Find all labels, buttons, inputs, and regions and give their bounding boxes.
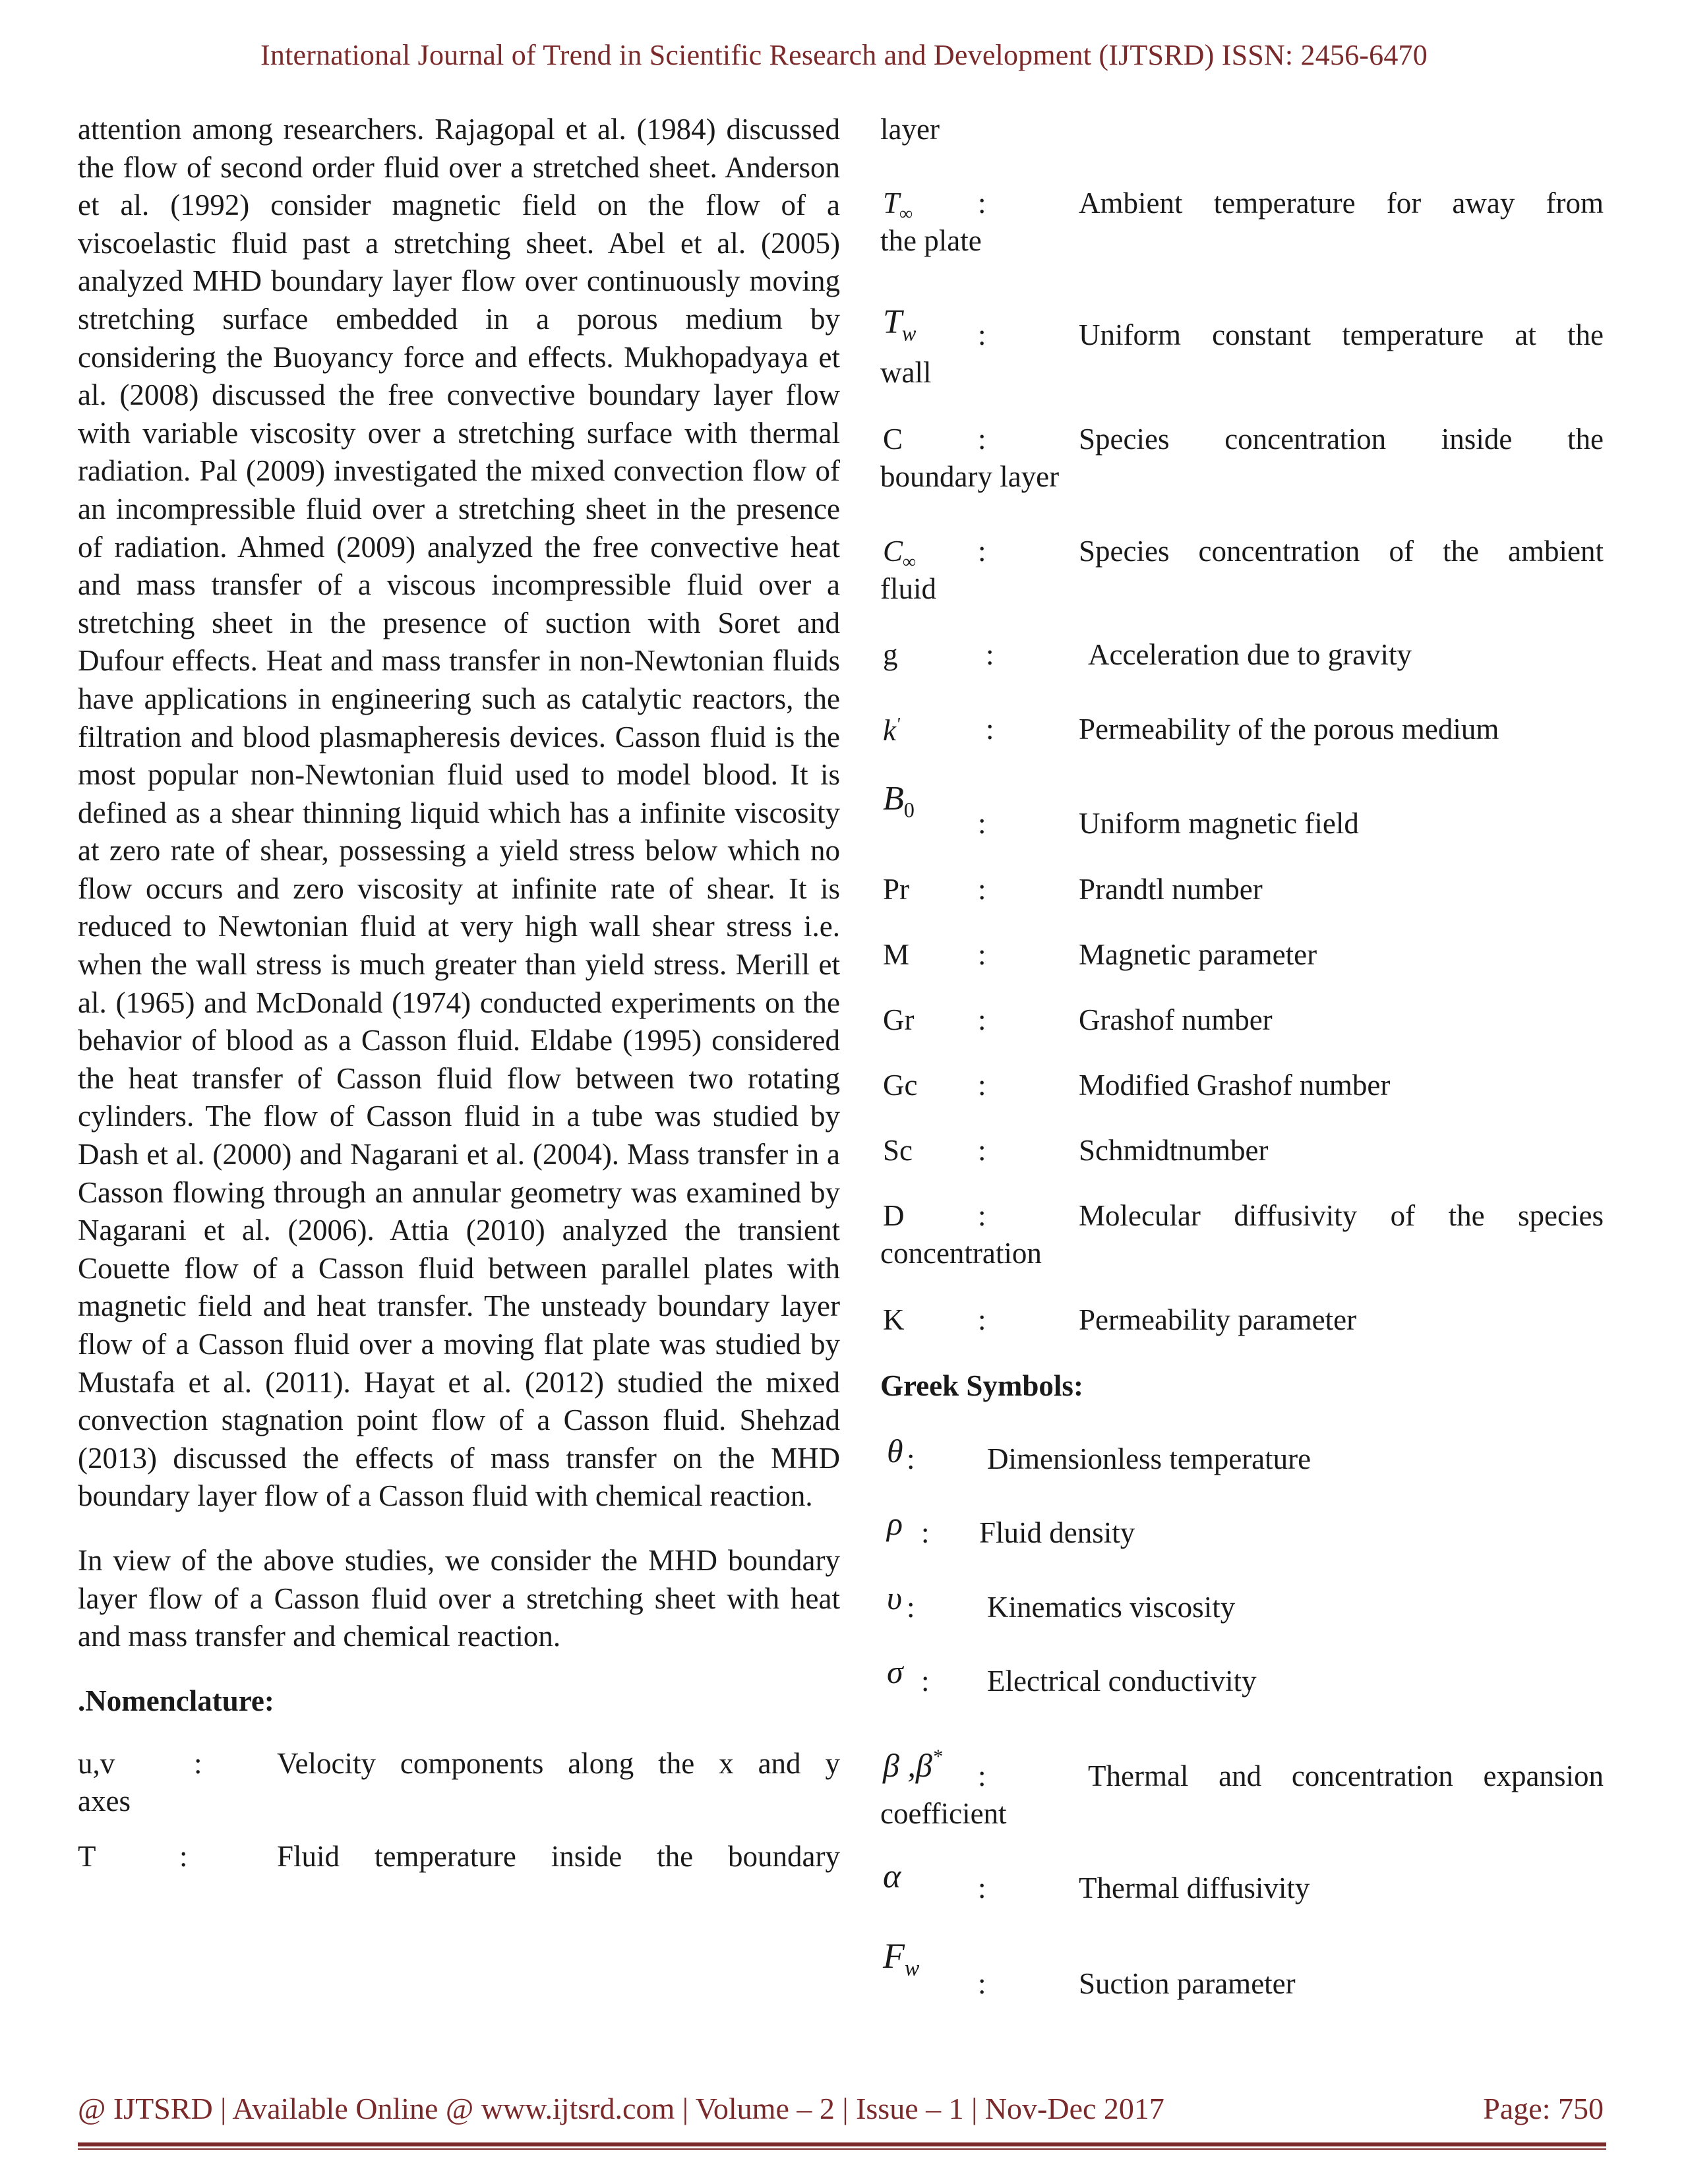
nomenclature-colon: : [978,1003,986,1036]
greek-symbol: θ [887,1432,903,1469]
nomenclature-colon: : [194,1747,202,1781]
nomenclature-desc: Permeability parameter [1079,1303,1357,1336]
greek-colon: : [907,1591,915,1624]
nomenclature-desc: Species concentration inside the [1079,423,1604,456]
nomenclature-colon: : [978,873,986,906]
nomenclature-desc: Uniform constant temperature at the [1079,318,1604,351]
nomenclature-desc-cont: the plate [880,224,982,257]
nomenclature-desc: Prandtl number [1079,873,1263,906]
footer-rule [78,2142,1606,2146]
page-number: Page: 750 [1483,2092,1604,2125]
nomenclature-symbol: β ,β* [883,1746,942,1784]
nomenclature-colon: : [978,423,986,456]
nomenclature-symbol: Gc [883,1069,918,1102]
nomenclature-symbol: g [883,638,898,671]
nomenclature-symbol: K [883,1303,905,1336]
nomenclature-desc: Grashof number [1079,1003,1273,1036]
nomenclature-colon: : [978,535,986,568]
nomenclature-colon: : [986,638,994,671]
nomenclature-colon: : [978,807,986,840]
nomenclature-desc: Suction parameter [1079,1967,1296,2000]
continued-text: layer [880,113,940,146]
greek-symbols-heading: Greek Symbols: [880,1369,1083,1402]
nomenclature-desc-cont: fluid [880,572,936,605]
nomenclature-symbol: $C_\infty$ [883,535,916,572]
nomenclature-colon: : [978,1199,986,1232]
nomenclature-colon: : [978,187,986,220]
nomenclature-desc: Species concentration of the ambient [1079,535,1604,568]
nomenclature-desc: Ambient temperature for away from [1079,187,1604,220]
greek-desc: Dimensionless temperature [987,1442,1311,1475]
nomenclature-desc: Uniform magnetic field [1079,807,1359,840]
nomenclature-desc-cont: wall [880,356,932,389]
nomenclature-colon: : [978,1303,986,1336]
nomenclature-symbol: Gr [883,1003,915,1036]
nomenclature-colon: : [179,1840,188,1874]
nomenclature-colon: : [978,1759,986,1792]
nomenclature-entry [78,1838,840,1877]
nomenclature-desc: Thermal diffusivity [1079,1872,1310,1904]
greek-desc: Electrical conductivity [987,1665,1257,1697]
nomenclature-desc: Modified Grashof number [1079,1069,1391,1102]
right-column [880,111,1604,2088]
nomenclature-desc: Schmidtnumber [1079,1134,1269,1167]
nomenclature-desc: Permeability of the porous medium [1079,713,1499,746]
footer-info: @ IJTSRD | Available Online @ www.ijtsrd.com | Volume – 2 | Issue – 1 | Nov-Dec 2017 [78,2092,1164,2125]
nomenclature-symbol: D [883,1199,905,1232]
nomenclature-desc: Acceleration due to gravity [1088,638,1412,671]
greek-symbol: σ [887,1653,903,1690]
nomenclature-colon: : [978,1069,986,1102]
journal-header: International Journal of Trend in Scientific Research and Development (IJTSRD) ISSN: 2456-6470 [260,39,1428,71]
nomenclature-symbol: k' [883,714,900,748]
nomenclature-entry [78,1745,840,1827]
nomenclature-desc: Molecular diffusivity of the species [1079,1199,1604,1232]
nomenclature-symbol: C [883,423,903,456]
nomenclature-desc: Magnetic parameter [1079,938,1317,971]
greek-colon: : [921,1665,930,1697]
nomenclature-colon: : [978,938,986,971]
greek-symbol: ρ [887,1505,903,1542]
nomenclature-desc-cont: coefficient [880,1797,1007,1830]
intro-paragraph: attention among researchers. Rajagopal et al. (1984) discussed the flow of second order fluid over a stretched sheet. Anderson et al. (1992) consider magnetic field on the flow of a viscoelastic fluid past a stretching sheet. Abel et al. (2005) analyzed MHD boundary layer flow over continuously moving stretching surface embedded in a porous medium by considering the Buoyancy force and effects. Mukhopadyaya et al. (2008) discussed the free convective boundary layer flow with variable viscosity over a stretching surface with thermal radiation. Pal (2009) investigated the mixed convection flow of an incompressible fluid over a stretching sheet in the presence of radiation. Ahmed (2009) analyzed the free convective heat and mass transfer of a viscous incompressible fluid over a stretching sheet in the presence of suction with Soret and Dufour effects. Heat and mass transfer in non-Newtonian fluids have applications in engineering such as catalytic reactors, the filtration and blood plasmapheresis devices. Casson fluid is the most popular non-Newtonian fluid used to model blood. It is defined as a shear thinning liquid which has a infinite viscosity at zero rate of shear, possessing a yield stress below which no flow occurs and zero viscosity at infinite rate of shear. It is reduced to Newtonian fluid at very high wall shear stress i.e. when the wall stress is much greater than yield stress. Merill et al. (1965) and McDonald (1974) conducted experiments on the behavior of blood as a Casson fluid. Eldabe (1995) considered the heat transfer of Casson fluid flow between two rotating cylinders. The flow of Casson fluid in a tube was studied by Dash et al. (2000) and Nagarani et al. (2004). Mass transfer in a Casson flowing through an annular geometry was examined by Nagarani et al. (2006). Attia (2010) analyzed the transient Couette flow of a Casson fluid between parallel plates with magnetic field and heat transfer. The unsteady boundary layer flow of a Casson fluid over a moving flat plate was studied by Mustafa et al. (2011). Hayat et al. (2012) studied the mixed convection stagnation point flow of a Casson fluid. Shehzad (2013) discussed the effects of mass transfer on the MHD boundary layer flow of a Casson fluid with chemical reaction. [78,113,840,1513]
nomenclature-desc: Fluid temperature inside the boundary [277,1840,840,1874]
nomenclature-desc: Velocity components along the x and y [277,1747,840,1781]
footer-rule-thin [78,2148,1606,2150]
nomenclature-symbol: $T_w$ [883,303,917,345]
greek-colon: : [921,1516,930,1549]
nomenclature-desc-cont: concentration [880,1237,1042,1270]
left-column [78,111,840,1877]
nomenclature-symbol: Pr [883,873,910,906]
nomenclature-symbol: u,v [78,1747,115,1781]
motivation-paragraph: In view of the above studies, we consider the MHD boundary layer flow of a Casson fluid over a stretching sheet with heat and mass transfer and chemical reaction. [78,1543,840,1653]
nomenclature-symbol: $F_w$ [883,1936,920,1981]
greek-desc: Kinematics viscosity [987,1591,1236,1624]
greek-symbol: υ [887,1579,902,1616]
nomenclature-colon: : [978,318,986,351]
nomenclature-desc-cont: boundary layer [880,460,1060,493]
nomenclature-colon: : [978,1134,986,1167]
nomenclature-symbol: α [883,1858,901,1895]
nomenclature-symbol: T [78,1840,96,1874]
greek-desc: Fluid density [979,1516,1135,1549]
nomenclature-heading: .Nomenclature: [78,1684,274,1717]
nomenclature-colon: : [986,713,994,746]
nomenclature-colon: : [978,1872,986,1904]
nomenclature-symbol: M [883,938,910,971]
nomenclature-symbol: $B_0$ [883,780,915,822]
nomenclature-colon: : [978,1967,986,2000]
nomenclature-symbol: $T_\infty$ [883,187,913,224]
nomenclature-desc: Thermal and concentration expansion [1088,1759,1604,1792]
greek-colon: : [907,1442,915,1475]
nomenclature-desc-cont: axes [78,1785,131,1818]
nomenclature-symbol: Sc [883,1134,913,1167]
